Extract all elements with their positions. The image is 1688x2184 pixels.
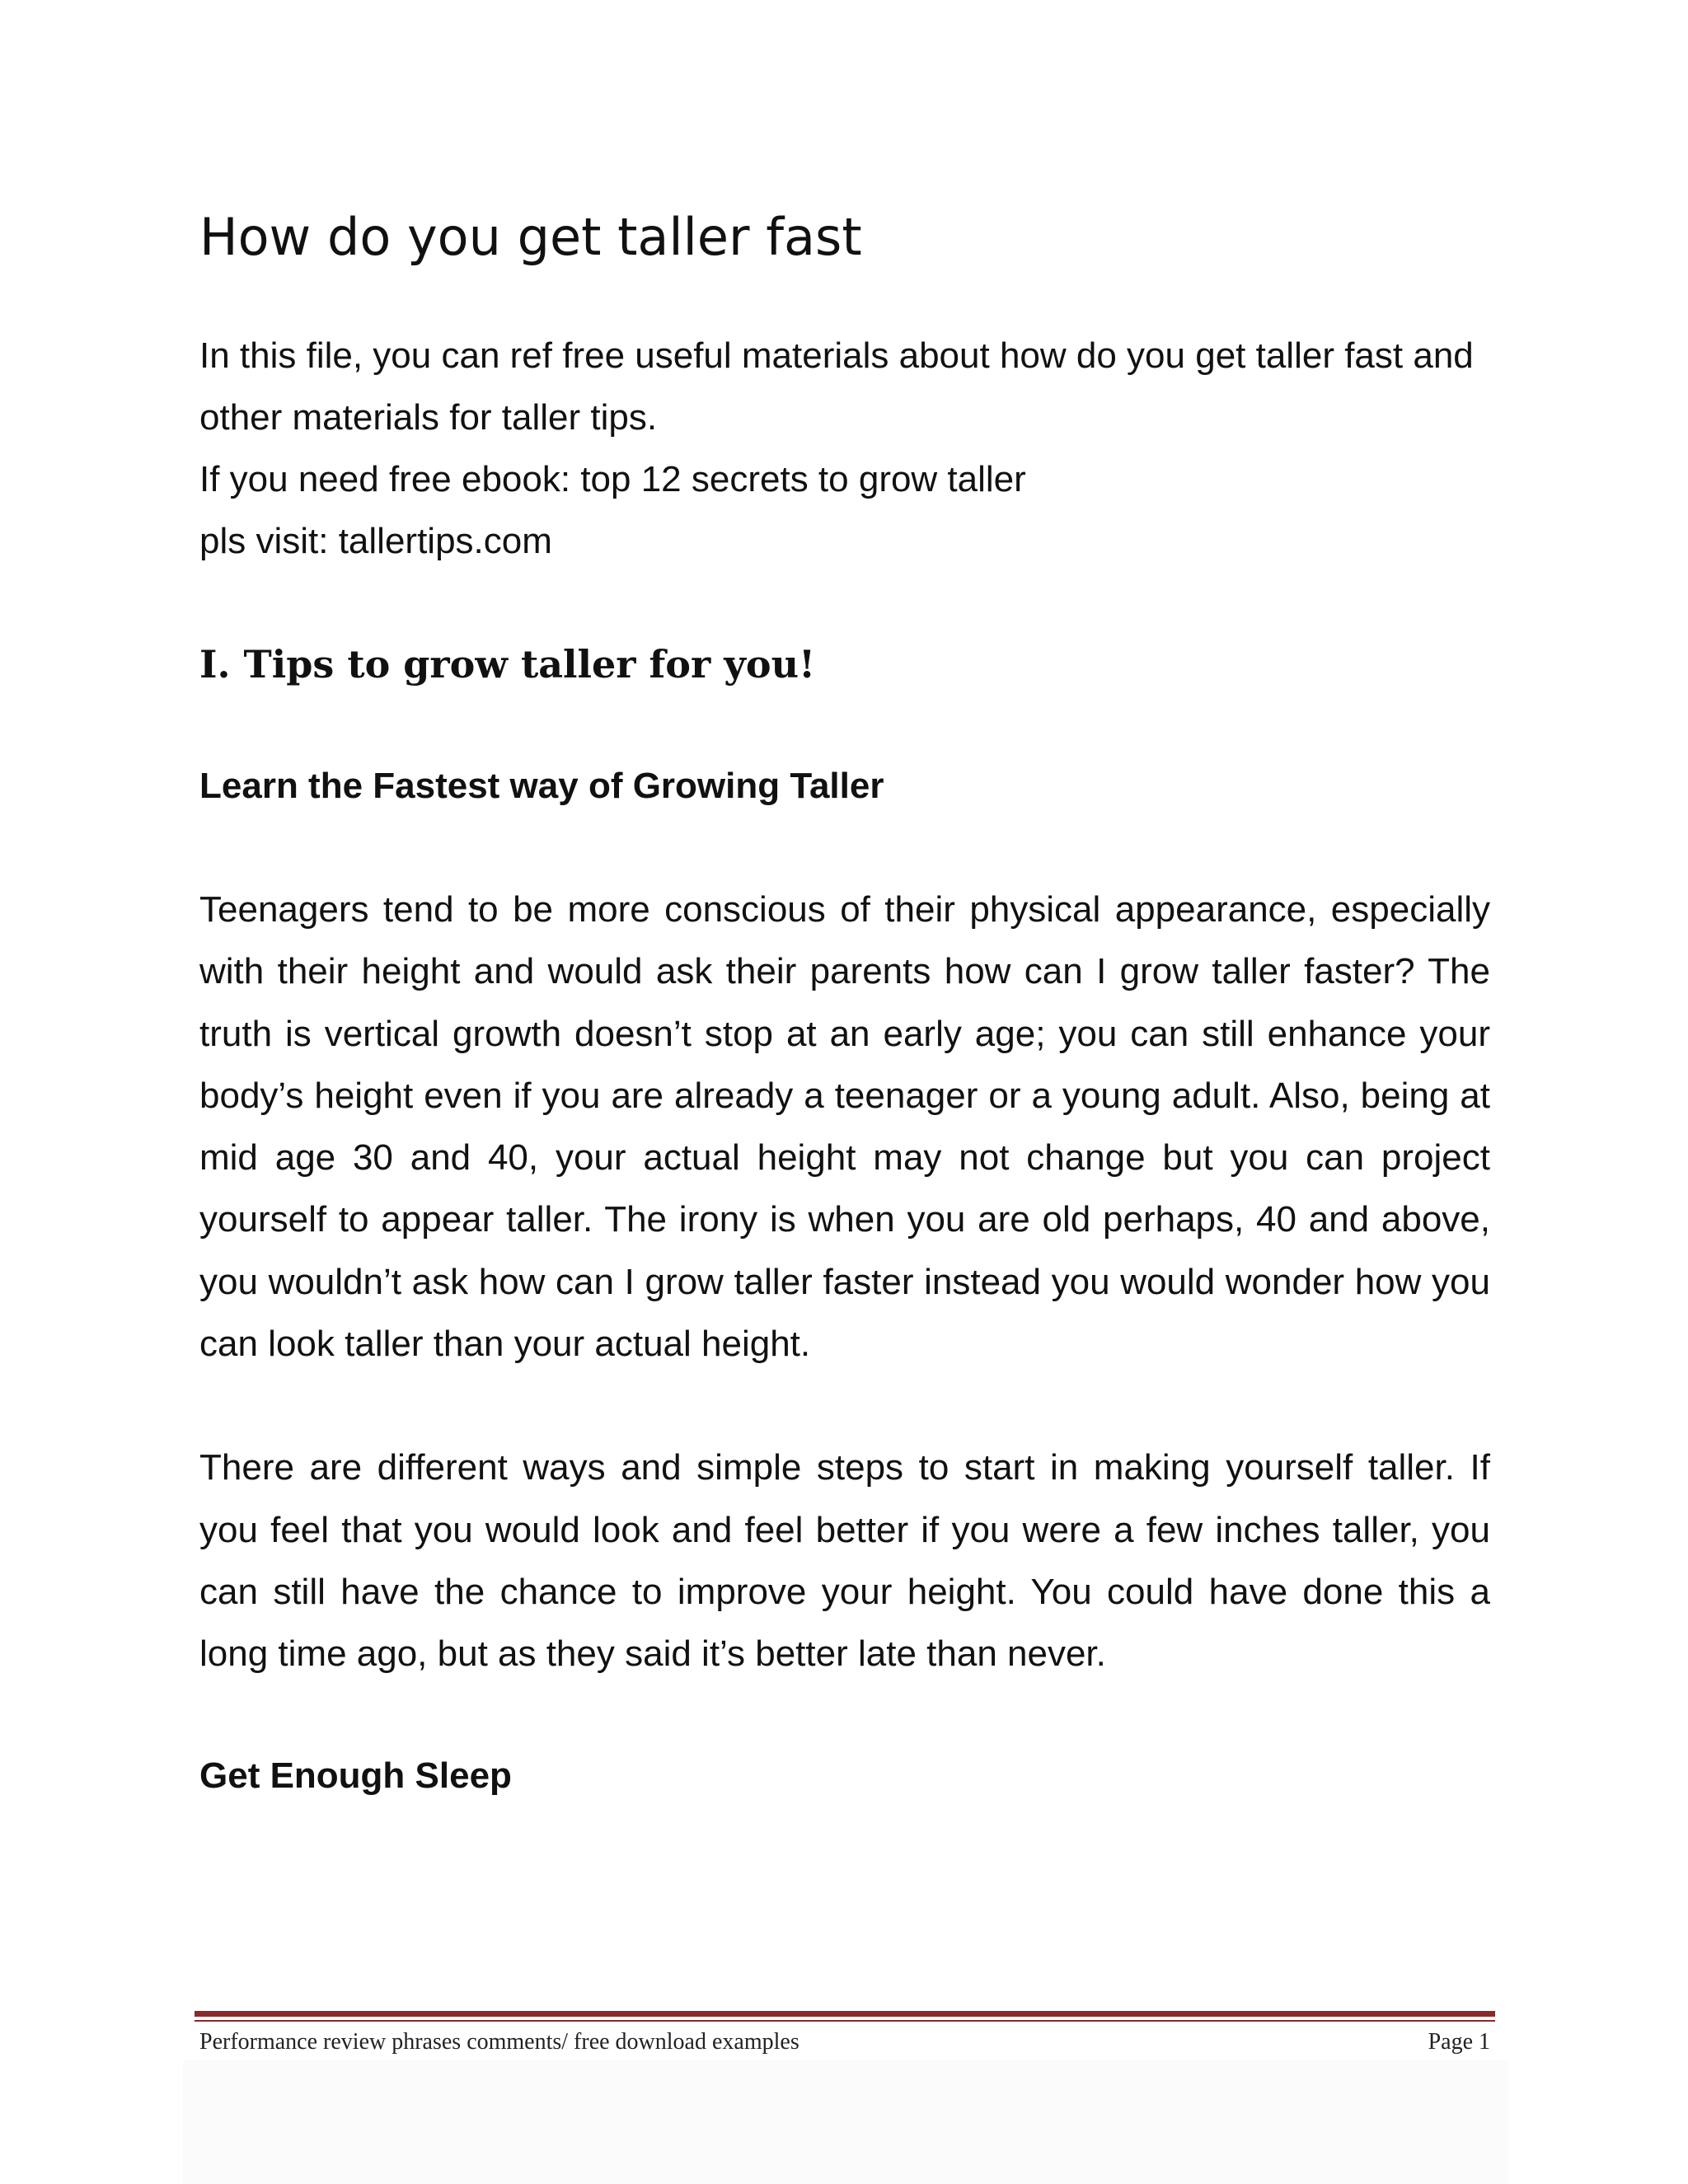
subheading-fastest-way: Learn the Fastest way of Growing Taller bbox=[199, 766, 884, 806]
page-number: Page 1 bbox=[1428, 2029, 1490, 2055]
footer-text: Performance review phrases comments/ free download examples bbox=[199, 2029, 799, 2055]
page-footer bbox=[199, 2024, 1490, 2060]
body-paragraph: Teenagers tend to be more conscious of their physical appearance, especially with their height and would ask their parents how can I grow taller faster? The truth is vertical growth doesn’t stop at an early age; you can still enhance your body’s height even if you are already a teenager or a young adult. Also, being at mid age 30 and 40, your actual height may not change but you can project yourself to appear taller. The irony is when you are old perhaps, 40 and above, you wouldn’t ask how can I grow taller faster instead you would wonder how you can look taller than your actual height. bbox=[199, 889, 1490, 1365]
body-paragraph: There are different ways and simple steps to start in making yourself taller. If you feel that you would look and feel better if you were a few inches taller, you can still have the chance to improve your height. You could have done this a long time ago, but as they said it’s better late than never. bbox=[199, 1447, 1490, 1675]
intro-line: In this file, you can ref free useful materials about how do you get taller fast and other materials for taller tips. bbox=[199, 335, 1474, 438]
footer-rule-thin bbox=[195, 2020, 1495, 2022]
document-title: How do you get taller fast bbox=[199, 207, 862, 267]
intro-line: pls visit: tallertips.com bbox=[199, 521, 552, 561]
intro-line: If you need free ebook: top 12 secrets to grow taller bbox=[199, 459, 1026, 499]
page-bottom-shade bbox=[183, 2060, 1508, 2184]
section-heading: I. Tips to grow taller for you! bbox=[199, 642, 816, 687]
page-content bbox=[199, 198, 1490, 1807]
intro-block bbox=[199, 325, 1490, 572]
footer-rule bbox=[195, 2011, 1495, 2017]
subheading-sleep: Get Enough Sleep bbox=[199, 1755, 512, 1796]
